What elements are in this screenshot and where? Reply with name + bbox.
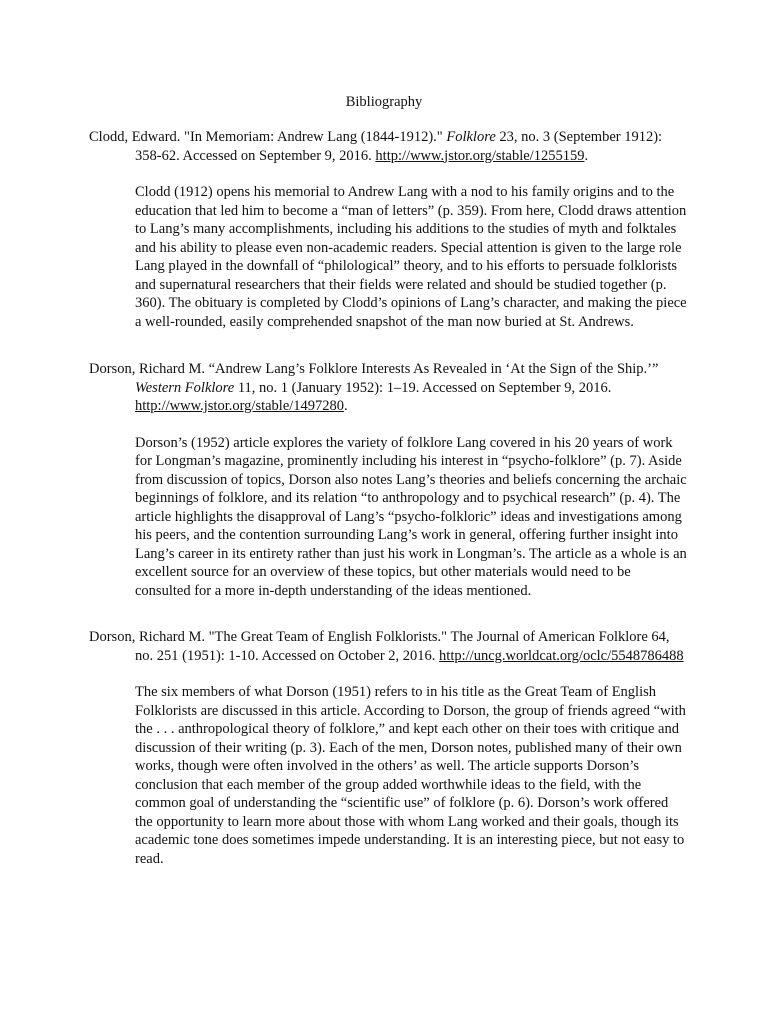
citation-text: .: [584, 147, 589, 164]
citation: [89, 628, 689, 665]
page-title: Bibliography: [345, 94, 423, 110]
citation-text: 11, no. 1 (January 1952): 1–19. Accessed on September 9, 2016.: [234, 379, 612, 396]
annotation-paragraph: Dorson’s (1952) article explores the variety of folklore Lang covered in his 20 years of work for Longman’s magazine, prominently including his interest in “psycho-folklore” (p. 7). Aside from discussion of topics, Dorson also notes Lang’s theories and beliefs concerning the archaic beginnings of folklore, and its relation “to anthropology and to psychical research” (p. 4). The article highlights the disapproval of Lang’s “psycho-folkloric” ideas and investigations among his peers, and the contention surrounding Lang’s work in general, offering further insight into Lang’s career in its entirety rather than just his work in Longman’s. The article as a whole is an excellent source for an overview of these topics, but other materials would need to be consulted for a more in-depth understanding of the ideas mentioned.: [135, 434, 687, 599]
citation: [89, 360, 689, 416]
bibliography-entry: [89, 360, 689, 600]
citation-text: Dorson, Richard M. “Andrew Lang’s Folklore Interests As Revealed in ‘At the Sign of the Ship.’”: [89, 361, 659, 377]
bibliography-entry: [89, 628, 689, 868]
citation-text: Dorson, Richard M. "The Great Team of English Folklorists." The Journal of American Folklore 64, no. 251 (1951): 1-10. Accessed on October 2, 2016.: [89, 629, 670, 664]
citation-text: .: [344, 398, 348, 414]
citation-text: 23, no. 3 (September 1912): 358-62. Accessed on September 9, 2016.: [135, 129, 663, 164]
citation-text: Clodd, Edward. "In Memoriam: Andrew Lang (1844-1912).": [89, 129, 447, 145]
citation-link[interactable]: http://www.jstor.org/stable/1255159: [375, 147, 585, 164]
citation: [89, 128, 689, 165]
citation-link[interactable]: http://uncg.worldcat.org/oclc/5548786488: [439, 647, 684, 664]
journal-title: Folklore: [446, 129, 496, 145]
journal-title: Western Folklore: [135, 379, 235, 396]
annotation-paragraph: Clodd (1912) opens his memorial to Andrew Lang with a nod to his family origins and to the education that led him to become a “man of letters” (p. 359). From here, Clodd draws attention to Lang’s many accomplishments, including his additions to the studies of myth and folktales and his ability to please even non-academic readers. Special attention is given to the large role Lang played in the downfall of “philological” theory, and to his efforts to persuade folklorists and supernatural researchers that their fields were related and should be studied together (p. 360). The obituary is completed by Clodd’s opinions of Lang’s character, and making the piece a well-rounded, easily comprehended snapshot of the man now buried at St. Andrews.: [135, 184, 687, 330]
annotation-paragraph: The six members of what Dorson (1951) refers to in his title as the Great Team of English Folklorists are discussed in this article. According to Dorson, the group of friends agreed “with the . . . anthropological theory of folklore,” and kept each other on their toes with critique and discussion of their writing (p. 3). Each of the men, Dorson notes, published many of their own works, though were often involved in the others’ as well. The article supports Dorson’s conclusion that each member of the group added worthwhile ideas to the field, with the common goal of understanding the “scientific use” of folklore (p. 6). Dorson’s work offered the opportunity to learn more about those with whom Lang worked and their goals, though its academic tone does sometimes impede understanding. It is an interesting piece, but not easy to read.: [135, 684, 686, 867]
bibliography-entry: [89, 128, 689, 331]
citation-link[interactable]: http://www.jstor.org/stable/1497280: [135, 398, 345, 414]
